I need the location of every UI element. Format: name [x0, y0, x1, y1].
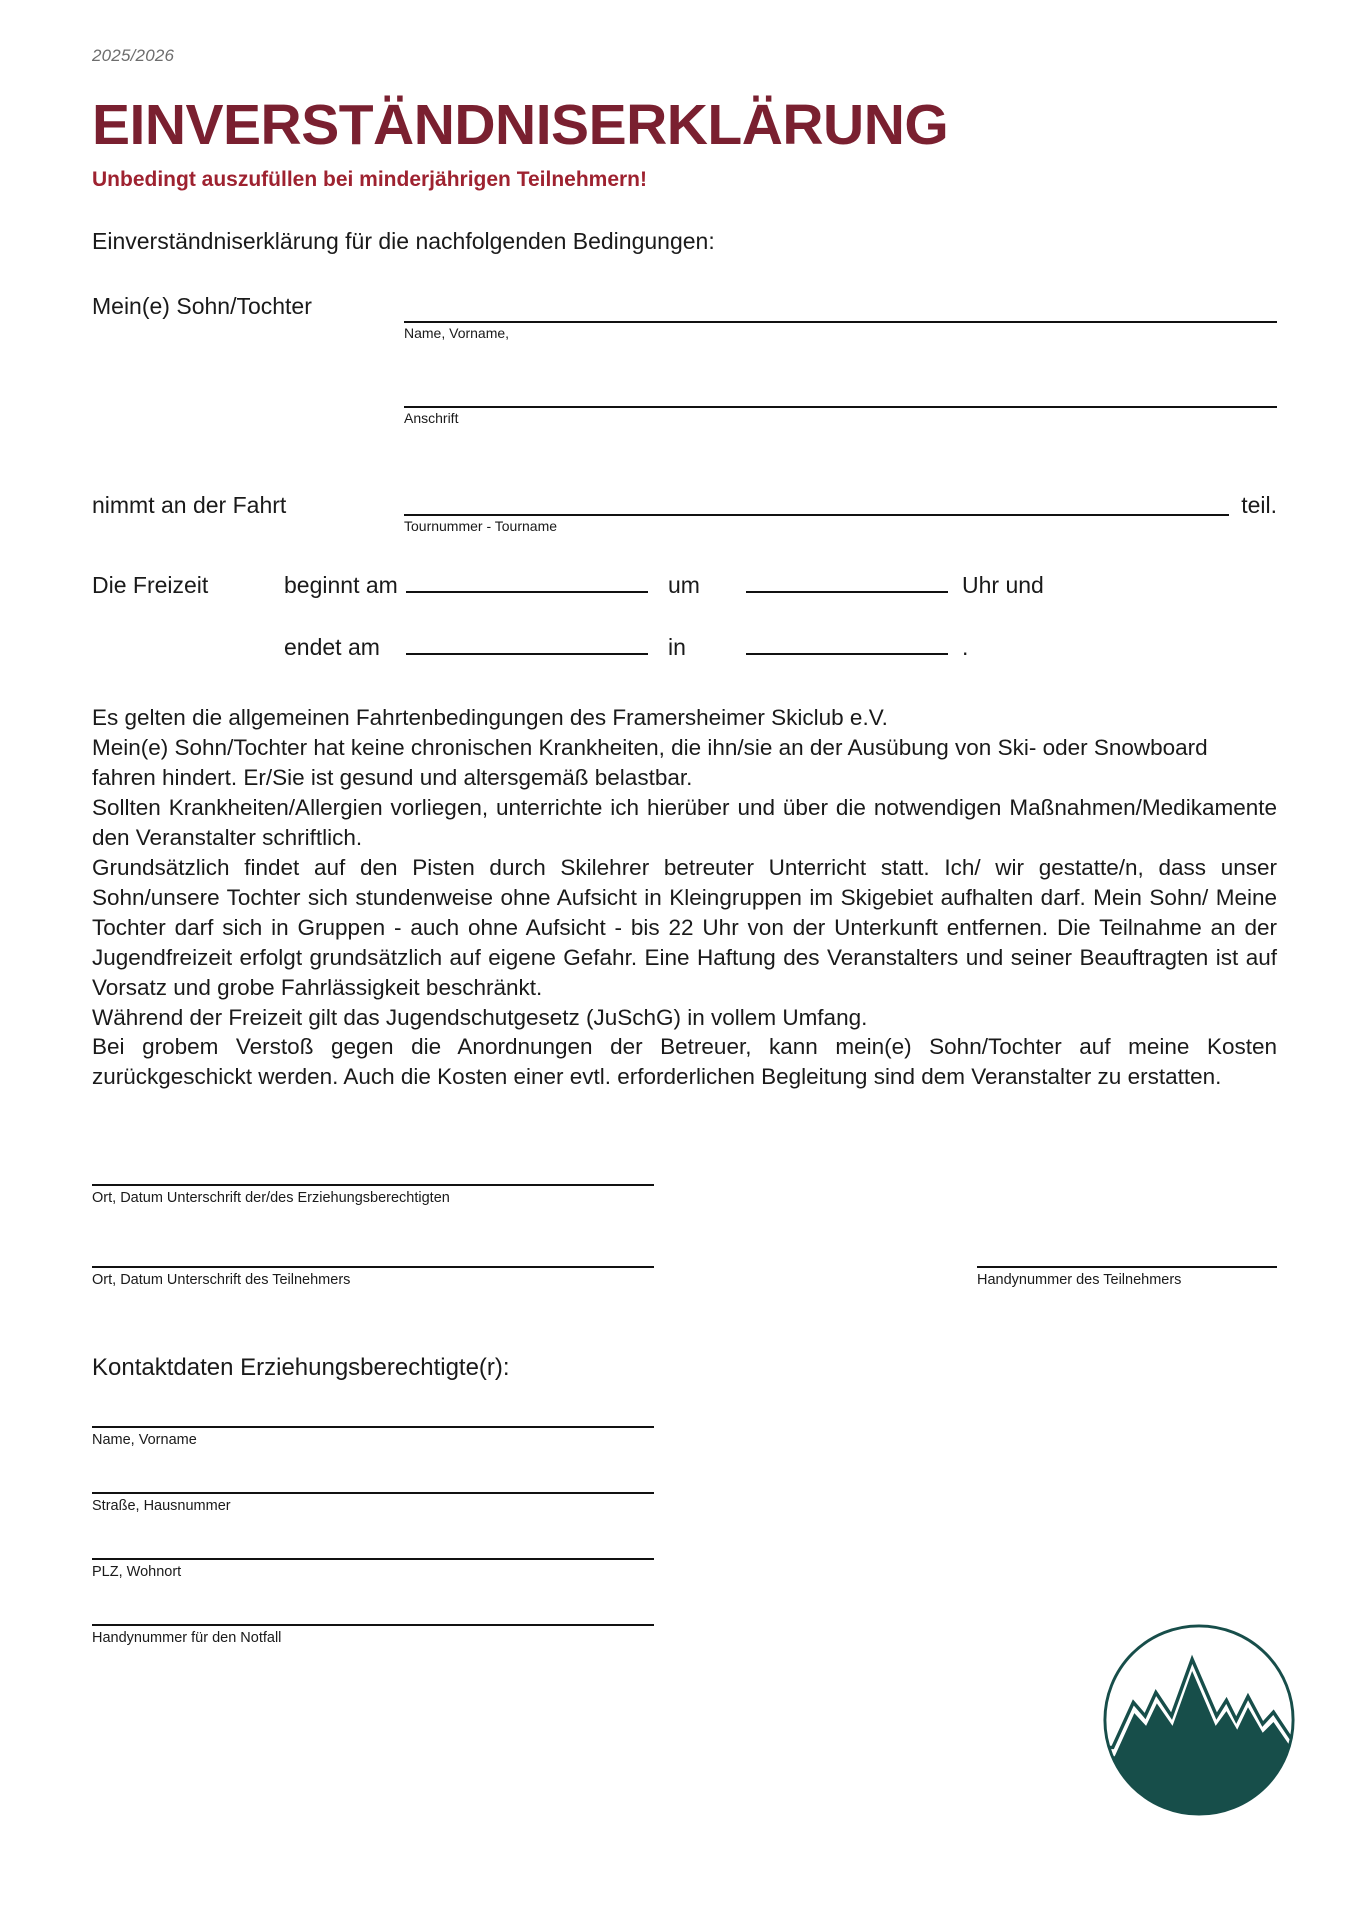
child-info-block [92, 285, 1277, 428]
participant-phone-caption: Handynummer des Teilnehmers [977, 1272, 1182, 1289]
child-address-row [92, 370, 1277, 428]
contact-emergency-phone-caption: Handynummer für den Notfall [92, 1630, 282, 1647]
period-start-date-input[interactable] [406, 565, 648, 593]
document-content [92, 0, 1277, 1646]
period-end-date-input[interactable] [406, 627, 648, 655]
child-name-field[interactable] [404, 285, 1277, 343]
trip-label: nimmt an der Fahrt [92, 491, 287, 518]
period-ends-label: endet am [284, 634, 380, 661]
period-end-period: . [962, 634, 969, 661]
terms-paragraph-2: Mein(e) Sohn/Tochter hat keine chronischen Krankheiten, die ihn/sie an der Ausübung von Ski- oder Snowboard fahren hindert. Er/Sie ist gesund und altersgemäß belastbar. [92, 735, 1208, 791]
period-end-row [92, 627, 1277, 661]
page-subtitle: Unbedingt auszufüllen bei minderjährigen Teilnehmern! [92, 167, 647, 191]
contact-field-city[interactable] [92, 1558, 654, 1580]
child-address-field[interactable] [404, 370, 1277, 428]
contact-heading: Kontaktdaten Erziehungsberechtigte(r): [92, 1354, 510, 1382]
terms-paragraph-4: Grundsätzlich findet auf den Pisten durch Skilehrer betreuter Unterricht statt. Ich/ wir gestatte/n, dass unser Sohn/unsere Tochter sich stundenweise ohne Aufsicht in Kleingruppen im Skigebiet aufhalten darf. Mein Sohn/ Meine Tochter darf sich in Gruppen - auch ohne Aufsicht - bis 22 Uhr von der Unterkunft entfernen. Die Teilnahme an der Jugendfreizeit erfolgt grundsätzlich auf eigene Gefahr. Eine Haftung des Veranstalters und seiner Beauftragten ist auf Vorsatz und grobe Fahrlässigkeit beschränkt. [92, 854, 1277, 1000]
participant-signature-field[interactable] [92, 1266, 654, 1288]
period-start-row [92, 565, 1277, 599]
period-start-time-input[interactable] [746, 565, 948, 593]
contact-name-caption: Name, Vorname [92, 1432, 197, 1449]
terms-paragraph-6: Bei grobem Verstoß gegen die Anordnungen der Betreuer, kann mein(e) Sohn/Tochter auf meine Kosten zurückgeschickt werden. Auch die Kosten einer evtl. erforderlichen Begleitung sind dem Veranstalter zu erstatten. [92, 1034, 1277, 1090]
page-title: EINVERSTÄNDNISERKLÄRUNG [92, 93, 949, 157]
trip-field[interactable] [404, 484, 1229, 536]
mountain-circle-logo [1101, 1622, 1297, 1818]
terms-text [92, 703, 1277, 1092]
participant-signature-row [92, 1266, 1277, 1288]
contact-field-street[interactable] [92, 1492, 654, 1514]
trip-hint: Tournummer - Tourname [404, 517, 558, 534]
child-label: Mein(e) Sohn/Tochter [92, 292, 312, 319]
terms-paragraph-3: Sollten Krankheiten/Allergien vorliegen, unterrichte ich hierüber und über die notwendigen Maßnahmen/Medikamente den Veranstalter schriftlich. [92, 795, 1277, 851]
child-address-hint: Anschrift [404, 410, 459, 427]
terms-paragraph-5: Während der Freizeit gilt das Jugendschutgesetz (JuSchG) in vollem Umfang. [92, 1004, 868, 1030]
intro-text: Einverständniserklärung für die nachfolgenden Bedingungen: [92, 227, 715, 254]
trip-input-line[interactable] [404, 484, 1229, 516]
trip-tail-text: teil. [1241, 491, 1277, 518]
period-block [92, 565, 1277, 661]
season-year: 2025/2026 [92, 46, 175, 65]
guardian-signature-field[interactable] [92, 1184, 654, 1206]
period-end-place-input[interactable] [746, 627, 948, 655]
contact-street-caption: Straße, Hausnummer [92, 1498, 231, 1515]
period-hour-label: Uhr und [962, 572, 1044, 599]
contact-field-emergency-phone[interactable] [92, 1624, 654, 1646]
contact-field-name[interactable] [92, 1426, 654, 1448]
child-name-hint: Name, Vorname, [404, 324, 510, 341]
child-name-row [92, 285, 1277, 343]
contact-city-caption: PLZ, Wohnort [92, 1564, 182, 1581]
participant-signature-caption: Ort, Datum Unterschrift des Teilnehmers [92, 1272, 351, 1289]
child-address-spacer [92, 370, 404, 378]
period-starts-label: beginnt am [284, 572, 398, 599]
child-address-input-line[interactable] [404, 370, 1277, 408]
period-at-label: um [668, 572, 700, 599]
trip-row [92, 484, 1277, 536]
period-in-label: in [668, 634, 686, 661]
signature-block [92, 1184, 1277, 1288]
participant-phone-field[interactable] [977, 1266, 1277, 1288]
period-label: Die Freizeit [92, 572, 209, 599]
terms-paragraph-1: Es gelten die allgemeinen Fahrtenbedingungen des Framersheimer Skiclub e.V. [92, 705, 888, 731]
child-name-input-line[interactable] [404, 285, 1277, 323]
guardian-signature-caption: Ort, Datum Unterschrift der/des Erziehungsberechtigten [92, 1190, 450, 1207]
